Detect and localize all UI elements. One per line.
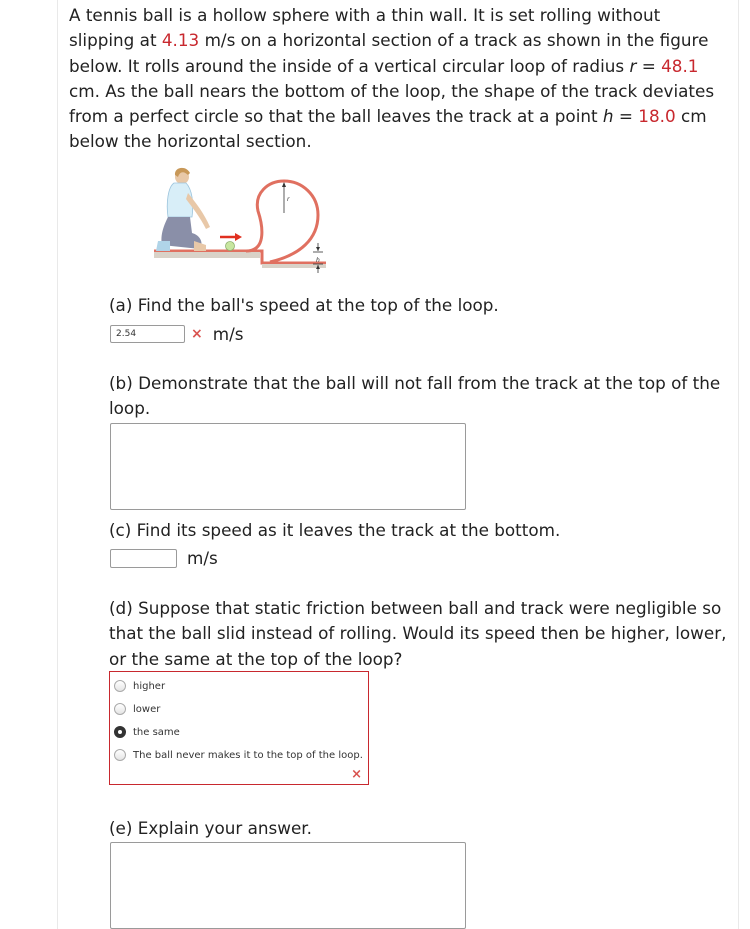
part-c-answer-row xyxy=(110,548,218,568)
part-a-unit: m/s xyxy=(212,324,244,344)
radio-the-same[interactable] xyxy=(114,726,126,738)
initial-speed-value: 4.13 xyxy=(161,30,200,51)
height-label: h xyxy=(316,257,320,264)
part-c-input[interactable] xyxy=(110,549,177,568)
radio-higher[interactable] xyxy=(114,680,126,692)
lower-ledge-shadow xyxy=(262,264,326,268)
part-a-answer-row xyxy=(110,324,243,344)
choice-higher[interactable]: higher xyxy=(114,680,165,692)
radius-value: 48.1 xyxy=(661,55,699,76)
part-d-question: (d) Suppose that static friction between ball and track were negligible so that the ball slid instead of rolling. Would its speed then be higher, lower, or the same at the top of the loop? xyxy=(109,598,727,669)
height-symbol: h xyxy=(602,106,614,127)
part-c-unit: m/s xyxy=(187,548,218,568)
choice-the-same[interactable]: the same xyxy=(114,726,180,738)
radio-never-top[interactable] xyxy=(114,749,126,761)
incorrect-icon: × xyxy=(351,767,362,782)
left-page-border xyxy=(57,0,58,929)
part-e-textarea[interactable] xyxy=(110,842,466,929)
part-c-question: (c) Find its speed as it leaves the track at the bottom. xyxy=(109,520,561,540)
radio-lower[interactable] xyxy=(114,703,126,715)
part-a-question: (a) Find the ball's speed at the top of the loop. xyxy=(109,295,499,315)
choice-never-top[interactable]: The ball never makes it to the top of the loop. xyxy=(114,749,363,761)
ledge-shadow xyxy=(154,252,260,258)
right-page-border xyxy=(738,0,739,929)
part-e-question: (e) Explain your answer. xyxy=(109,818,312,838)
radius-symbol: r xyxy=(629,55,637,76)
girl-illustration xyxy=(156,168,210,251)
radius-label: r xyxy=(287,196,290,203)
part-b-question: (b) Demonstrate that the ball will not fall from the track at the top of the loop. xyxy=(109,373,721,419)
incorrect-icon: × xyxy=(191,326,203,342)
tennis-ball xyxy=(226,242,235,251)
loop-track-figure xyxy=(150,163,332,281)
part-b-textarea[interactable] xyxy=(110,423,466,510)
part-d-choices xyxy=(109,671,369,785)
part-a-input[interactable] xyxy=(110,325,185,343)
problem-statement: A tennis ball is a hollow sphere with a thin wall. It is set rolling without slipping at 4.13 m/s on a horizontal section of a track as shown in the figure below. It rolls around the inside of a vertical circular loop of radius r = 48.1 cm. As the ball nears the bottom of the loop, the shape of the track deviates from a perfect circle so that the ball leaves the track at a point h = 18.0 cm below the horizontal section. xyxy=(69,5,715,152)
height-value: 18.0 xyxy=(638,106,676,127)
choice-lower[interactable]: lower xyxy=(114,703,160,715)
